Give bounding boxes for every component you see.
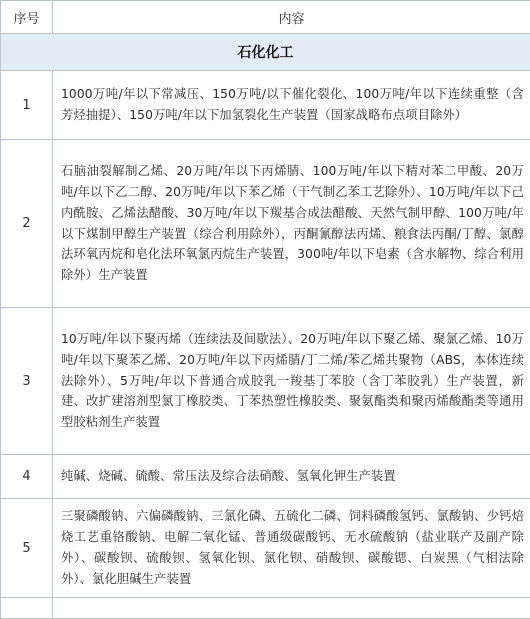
row-number: 5 [1, 499, 53, 598]
row-number [1, 598, 53, 619]
table-header-row [1, 1, 530, 34]
header-content: 内容 [53, 1, 530, 34]
section-title: 石化化工 [1, 34, 530, 71]
table-row [1, 140, 530, 308]
row-number: 4 [1, 455, 53, 499]
row-number: 3 [1, 308, 53, 455]
row-number: 2 [1, 140, 53, 308]
row-content: 1000万吨/年以下常减压、150万吨/以下催化裂化、100万吨/年以下连续重整（含芳烃抽提）、150万吨/年以下加氢裂化生产装置（国家战略布点项目除外） [53, 71, 530, 140]
section-row [1, 34, 530, 71]
row-content: 纯碱、烧碱、硫酸、常压法及综合法硝酸、氢氧化钾生产装置 [53, 455, 530, 499]
row-number: 1 [1, 71, 53, 140]
table-row [1, 598, 530, 619]
table-row [1, 455, 530, 499]
row-content: 10万吨/年以下聚丙烯（连续法及间歇法）、20万吨/年以下聚乙烯、聚氯乙烯、10万吨/年以下聚苯乙烯、20万吨/年以下丙烯腈/丁二烯/苯乙烯共聚物（ABS，本体连续法除外）、5万吨/年以下普通合成胶乳一羧基丁苯胶（含丁苯胶乳）生产装置，新建、改扩建溶剂型氯丁橡胶类、丁苯热塑性橡胶类、聚氨酯类和聚丙烯酸酯类等通用型胶粘剂生产装置 [53, 308, 530, 455]
table-row [1, 499, 530, 598]
row-content: 三聚磷酸钠、六偏磷酸钠、三氯化磷、五硫化二磷、饲料磷酸氢钙、氯酸钠、少钙焙烧工艺重铬酸钠、电解二氧化锰、普通级碳酸钙、无水硫酸钠（盐业联产及副产除外）、碳酸钡、硫酸钡、氢氧化钡、氯化钡、硝酸钡、碳酸锶、白炭黑（气相法除外）、氯化胆碱生产装置 [53, 499, 530, 598]
table-row [1, 71, 530, 140]
header-serial-number: 序号 [1, 1, 53, 34]
row-content [53, 598, 530, 619]
row-content: 石脑油裂解制乙烯、20万吨/年以下丙烯腈、100万吨/年以下精对苯二甲酸、20万吨/年以下乙二醇、20万吨/年以下苯乙烯（干气制乙苯工艺除外）、10万吨/年以下己内酰胺、乙烯法醋酸、30万吨/年以下羰基合成法醋酸、天然气制甲醇、100万吨/年以下煤制甲醇生产装置（综合利用除外），丙酮氰醇法丙烯、粮食法丙酮/丁醇、氯醇法环氧丙烷和皂化法环氧氯丙烷生产装置，300吨/年以下皂素（含水解物、综合利用除外）生产装置 [53, 140, 530, 308]
table-row [1, 308, 530, 455]
